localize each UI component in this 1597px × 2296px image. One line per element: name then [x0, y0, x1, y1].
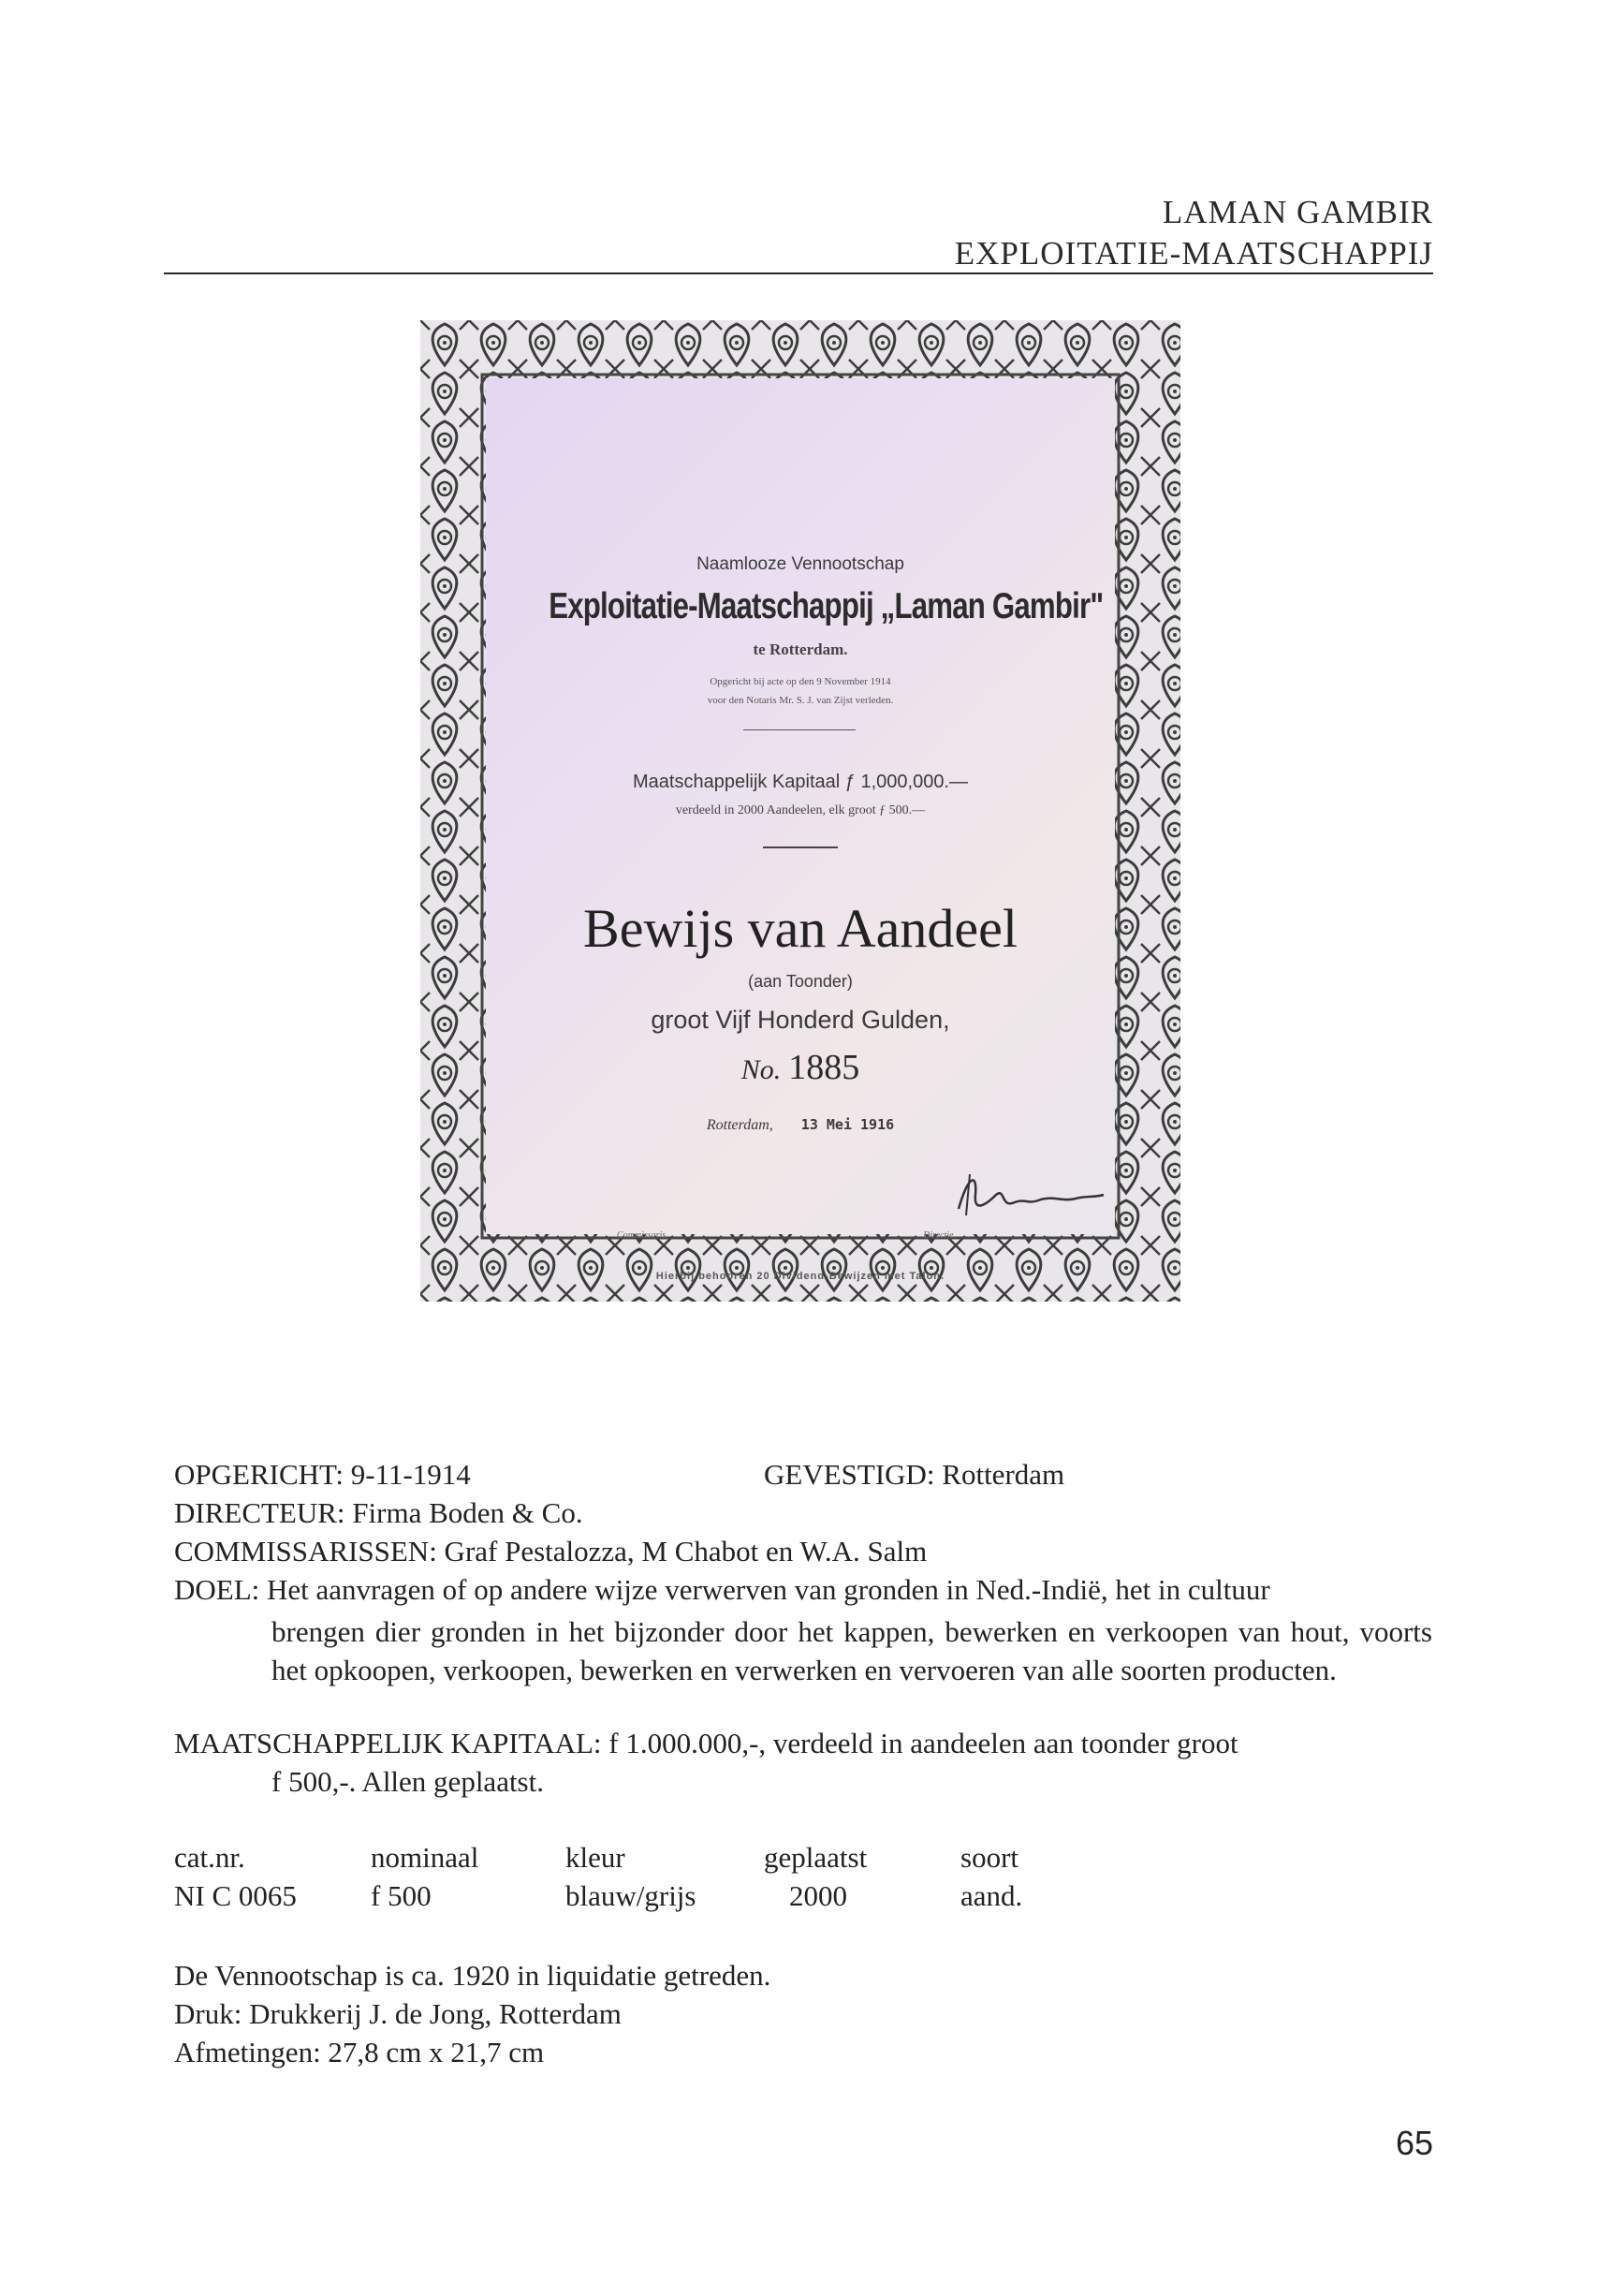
table-cell: blauw/grijs	[565, 1879, 696, 1912]
running-header	[955, 192, 1433, 274]
kapitaal-rest: f 500,-. Allen geplaatst.	[271, 1765, 544, 1798]
header-line-2: EXPLOITATIE-MAATSCHAPPIJ	[954, 235, 1433, 272]
table-cell: 2000	[789, 1879, 847, 1912]
table-header: kleur	[565, 1841, 625, 1874]
doel-first-line	[174, 1574, 1270, 1606]
cert-capital: Maatschappelijk Kapitaal ƒ 1,000,000.—	[632, 772, 968, 792]
commissarissen: COMMISSARISSEN: Graf Pestalozza, M Chabot en W.A. Salm	[174, 1535, 928, 1567]
note-printer: Druk: Drukkerij J. de Jong, Rotterdam	[174, 1997, 622, 2030]
cert-number-label: No.	[740, 1054, 782, 1085]
directeur: DIRECTEUR: Firma Boden & Co.	[174, 1496, 583, 1529]
table-header: nominaal	[371, 1841, 479, 1874]
cert-commissaris: Commissaris,	[617, 1230, 668, 1241]
note-dimensions: Afmetingen: 27,8 cm x 21,7 cm	[174, 2036, 545, 2068]
table-header: cat.nr.	[174, 1841, 245, 1874]
cert-place: te Rotterdam.	[753, 640, 848, 658]
page-number: 65	[1395, 2124, 1433, 2162]
header-rule	[164, 272, 1433, 274]
signature	[949, 1167, 1108, 1223]
cert-divider	[763, 846, 838, 848]
cert-number: 1885	[788, 1048, 860, 1087]
kapitaal-first: MAATSCHAPPELIJK KAPITAAL: f 1.000.000,-, verdeeld in aandeelen aan toonder groot	[174, 1727, 1238, 1759]
certificate-field	[486, 378, 1115, 1282]
cert-number-line	[486, 1047, 1115, 1088]
cert-company-name: Exploitatie-Maatschappij „Laman Gambir"	[549, 586, 1104, 626]
doel-first: Het aanvragen of op andere wijze verwerven van gronden in Ned.-Indië, het in cultuur	[267, 1573, 1270, 1606]
doel-continuation: brengen dier gronden in het bijzonder door het kappen, bewerken en verkoopen van hout, voorts het opkoopen, verkoopen, bewerken en verwerken en vervoeren van alle soorten producten.	[271, 1615, 1432, 1686]
table-cell: NI C 0065	[174, 1879, 297, 1912]
header-line-1: LAMAN GAMBIR	[1162, 194, 1433, 230]
table-cell: aand.	[960, 1879, 1023, 1912]
table-header: soort	[960, 1841, 1018, 1874]
cert-split: verdeeld in 2000 Aandeelen, elk groot ƒ 500.—	[675, 803, 926, 817]
opgericht: OPGERICHT: 9-11-1914	[174, 1458, 471, 1491]
table-header: geplaatst	[764, 1841, 868, 1874]
cert-value: groot Vijf Honderd Gulden,	[651, 1006, 950, 1034]
cert-company-type: Naamlooze Vennootschap	[696, 554, 904, 574]
table-cell: f 500	[371, 1879, 432, 1912]
cert-date: 13 Mei 1916	[800, 1116, 895, 1133]
cert-founded-line-2: voor den Notaris Mr. S. J. van Zijst verleden.	[707, 695, 894, 706]
cert-city: Rotterdam,	[706, 1117, 773, 1133]
cert-directie: Directie.	[923, 1230, 956, 1241]
cert-date-line	[486, 1116, 1115, 1134]
note-liquidation: De Vennootschap is ca. 1920 in liquidatie getreden.	[174, 1959, 771, 1992]
cert-founded-line-1: Opgericht bij acte op den 9 November 1914	[710, 676, 891, 687]
cert-dividend-note: Hierbij behooren 20 Dividend-Bewijzen met Talon.	[655, 1271, 945, 1282]
share-certificate-image	[420, 320, 1180, 1302]
cert-divider	[743, 729, 856, 730]
gevestigd: GEVESTIGD: Rotterdam	[764, 1458, 1065, 1491]
cert-bearer: (aan Toonder)	[748, 972, 853, 991]
cert-title: Bewijs van Aandeel	[583, 898, 1018, 959]
doel-label: DOEL:	[174, 1573, 260, 1606]
